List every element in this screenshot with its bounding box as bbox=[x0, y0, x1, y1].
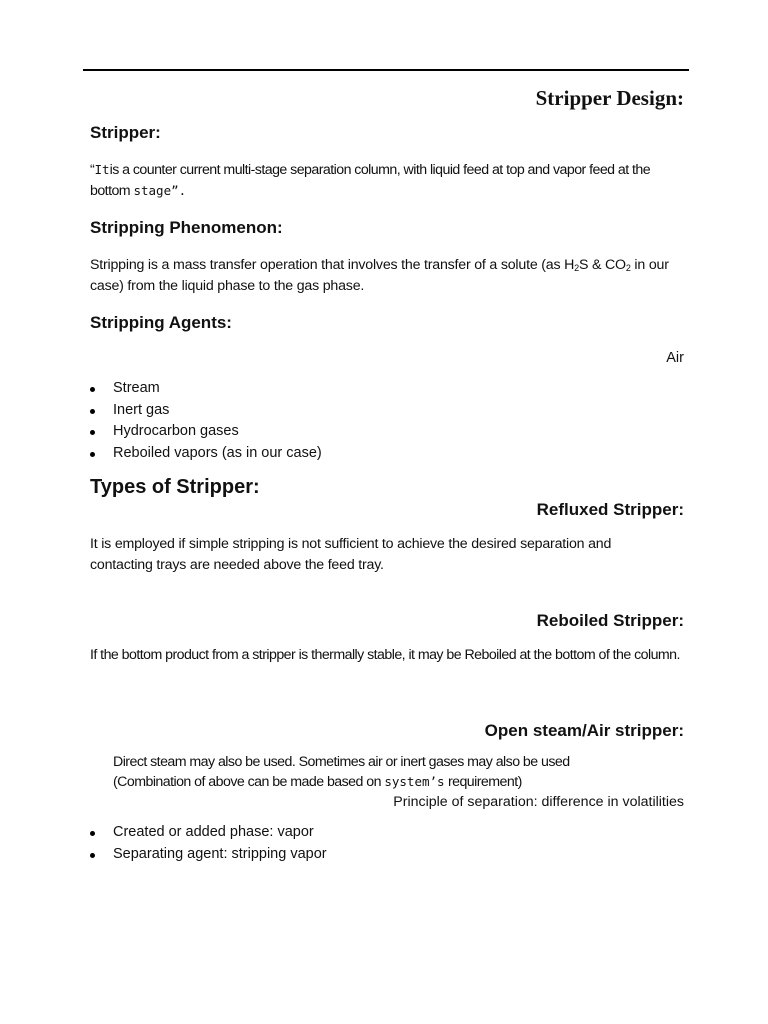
open-steam-line2-b: requirement) bbox=[444, 774, 522, 790]
phenomenon-text-3: in our case) from the liquid phase to the gas phase. bbox=[90, 257, 669, 294]
definition-stage: stage”. bbox=[133, 182, 187, 198]
open-steam-line2-a: (Combination of above can be made based on bbox=[113, 774, 385, 790]
reboiled-text: If the bottom product from a stripper is thermally stable, it may be Reboiled at the bottom of the column. bbox=[90, 647, 680, 663]
stripper-definition bbox=[90, 160, 690, 201]
phenomenon-text bbox=[90, 255, 680, 296]
list-item: Reboiled vapors (as in our case) bbox=[90, 443, 322, 465]
phenomenon-heading: Stripping Phenomenon: bbox=[90, 218, 283, 237]
list-item: Stream bbox=[90, 378, 322, 400]
refluxed-heading: Refluxed Stripper: bbox=[536, 500, 684, 519]
page-title: Stripper Design: bbox=[535, 86, 684, 110]
top-rule bbox=[83, 69, 689, 71]
open-steam-line1: Direct steam may also be used. Sometimes air or inert gases may also be used bbox=[113, 754, 570, 770]
stripper-heading: Stripper: bbox=[90, 123, 161, 142]
list-item: Inert gas bbox=[90, 400, 322, 422]
list-item: Hydrocarbon gases bbox=[90, 421, 322, 443]
phenomenon-text-2: S & CO bbox=[578, 257, 626, 273]
agents-list bbox=[90, 378, 322, 464]
definition-it: It bbox=[94, 162, 110, 177]
h2s-subscript: 2 bbox=[574, 263, 579, 273]
refluxed-text: It is employed if simple stripping is not sufficient to achieve the desired separation and contacting trays are needed above the feed tray. bbox=[90, 536, 612, 573]
list-item: Created or added phase: vapor bbox=[90, 822, 327, 844]
separation-list bbox=[90, 822, 327, 865]
agents-heading: Stripping Agents: bbox=[90, 313, 232, 332]
phenomenon-text-1: Stripping is a mass transfer operation that involves the transfer of a solute (as H bbox=[90, 257, 575, 273]
open-steam-line2-mono: system’s bbox=[384, 774, 445, 789]
definition-open-quote: “ bbox=[90, 162, 95, 178]
principle-of-separation: Principle of separation: difference in volatilities bbox=[393, 794, 684, 810]
reboiled-heading: Reboiled Stripper: bbox=[536, 611, 684, 630]
definition-main: is a counter current multi-stage separation column, with liquid feed at top and vapor feed at the bottom bbox=[90, 162, 651, 199]
co2-subscript: 2 bbox=[625, 263, 631, 273]
types-heading: Types of Stripper: bbox=[90, 476, 260, 498]
open-steam-heading: Open steam/Air stripper: bbox=[484, 721, 684, 740]
agent-air: Air bbox=[666, 350, 684, 366]
open-steam-line2 bbox=[113, 772, 673, 793]
list-item: Separating agent: stripping vapor bbox=[90, 844, 327, 866]
